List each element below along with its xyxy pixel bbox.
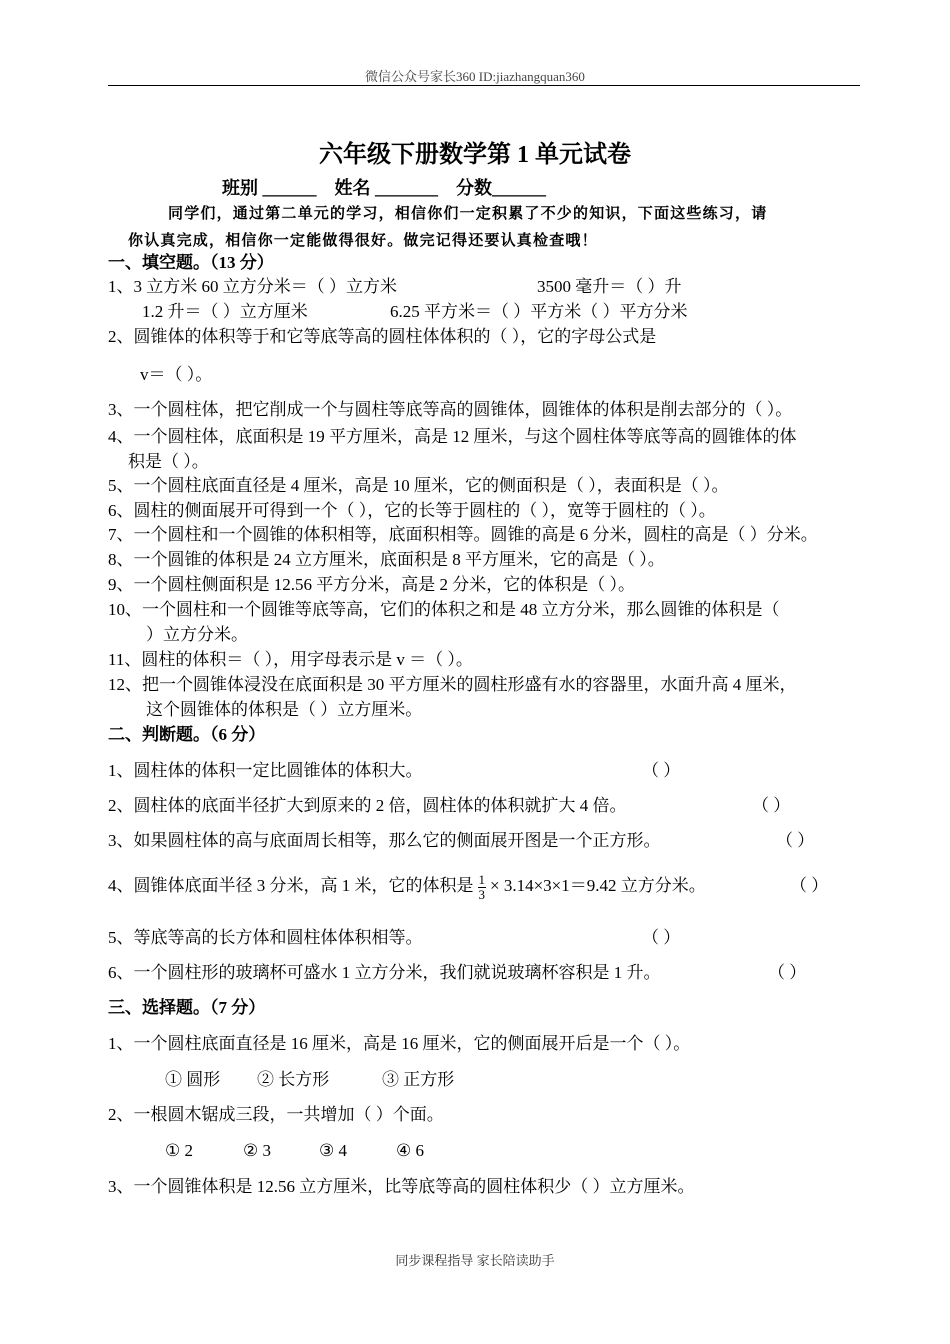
choice-question-1: 1、一个圆柱底面直径是 16 厘米，高是 16 厘米，它的侧面展开后是一个（ ）。	[108, 1034, 691, 1053]
choice-1-option-2[interactable]: ② 长方形	[257, 1070, 330, 1089]
judge-item-5: 5、等底等高的长方体和圆柱体体积相等。	[108, 928, 423, 947]
question-8: 8、一个圆锥的体积是 24 立方厘米，底面积是 8 平方厘米，它的高是（ ）。	[108, 550, 665, 569]
question-12-line-1: 12、把一个圆锥体浸没在底面积是 30 平方厘米的圆柱形盛有水的容器里，水面升高 4 厘米，	[108, 675, 797, 694]
page-footer: 同步课程指导 家长陪读助手	[395, 1253, 555, 1268]
choice-2-option-2[interactable]: ② 3	[243, 1141, 271, 1160]
question-1-part-d: 6.25 平方米＝（ ）平方米（ ）平方分米	[390, 302, 688, 321]
intro-line-1: 同学们，通过第二单元的学习，相信你们一定积累了不少的知识，下面这些练习，请	[168, 204, 768, 222]
question-3: 3、一个圆柱体，把它削成一个与圆柱等底等高的圆锥体，圆锥体的体积是削去部分的（ ）。	[108, 400, 793, 419]
student-info-line: 班别 ______ 姓名 _______ 分数______	[222, 178, 546, 198]
header-note: 微信公众号家长360 ID:jiazhangquan360	[365, 69, 585, 84]
question-2-line-1: 2、圆锥体的体积等于和它等底等高的圆柱体体积的（ ），它的字母公式是	[108, 327, 657, 346]
judge-item-2-answer[interactable]: （ ）	[752, 796, 791, 815]
question-1-part-a: 1、3 立方米 60 立方分米＝（ ）立方米	[108, 277, 397, 296]
judge-item-1: 1、圆柱体的体积一定比圆锥体的体积大。	[108, 761, 423, 780]
question-7: 7、一个圆柱和一个圆锥的体积相等，底面积相等。圆锥的高是 6 分米，圆柱的高是（ ）分米。	[108, 525, 818, 544]
page-title: 六年级下册数学第 1 单元试卷	[319, 142, 631, 168]
choice-1-option-1[interactable]: ① 圆形	[165, 1070, 221, 1089]
judge-item-1-answer[interactable]: （ ）	[642, 761, 681, 780]
section-2-heading: 二、判断题。（6 分）	[108, 725, 266, 744]
fraction-denominator: 3	[478, 886, 485, 902]
judge-item-3-answer[interactable]: （ ）	[776, 831, 815, 850]
header-divider	[108, 85, 860, 86]
choice-question-3: 3、一个圆锥体积是 12.56 立方厘米，比等底等高的圆柱体积少（ ）立方厘米。	[108, 1177, 695, 1196]
judge-item-4-text-after: × 3.14×3×1＝9.42 立方分米。	[490, 876, 706, 895]
section-1-heading: 一、填空题。（13 分）	[108, 253, 274, 272]
judge-item-4-text-before: 4、圆锥体底面半径 3 分米，高 1 米，它的体积是	[108, 876, 474, 895]
judge-item-6-answer[interactable]: （ ）	[768, 963, 807, 982]
judge-item-5-answer[interactable]: （ ）	[642, 928, 681, 947]
fraction-one-third	[478, 873, 487, 902]
choice-2-option-1[interactable]: ① 2	[165, 1141, 193, 1160]
question-9: 9、一个圆柱侧面积是 12.56 平方分米，高是 2 分米，它的体积是（ ）。	[108, 575, 635, 594]
intro-line-2: 你认真完成，相信你一定能做得很好。做完记得还要认真检查哦！	[128, 231, 598, 249]
question-12-line-2: 这个圆锥体的体积是（ ）立方厘米。	[146, 700, 423, 719]
question-4-line-2: 积是（ ）。	[128, 452, 209, 471]
question-11: 11、圆柱的体积＝（ ），用字母表示是 v ＝（ ）。	[108, 650, 473, 669]
question-10-line-2: ）立方分米。	[146, 625, 248, 644]
choice-question-2: 2、一根圆木锯成三段，一共增加（ ）个面。	[108, 1105, 444, 1124]
fraction-numerator: 1	[478, 871, 485, 887]
question-5: 5、一个圆柱底面直径是 4 厘米，高是 10 厘米，它的侧面积是（ ），表面积是（ ）。	[108, 476, 729, 495]
judge-item-4-answer[interactable]: （ ）	[790, 876, 829, 895]
section-3-heading: 三、选择题。（7 分）	[108, 998, 266, 1017]
judge-item-2: 2、圆柱体的底面半径扩大到原来的 2 倍，圆柱体的体积就扩大 4 倍。	[108, 796, 627, 815]
choice-2-option-3[interactable]: ③ 4	[319, 1141, 347, 1160]
choice-1-option-3[interactable]: ③ 正方形	[382, 1070, 455, 1089]
intro-paragraph	[128, 200, 863, 254]
question-1-part-c: 1.2 升＝（ ）立方厘米	[142, 302, 308, 321]
question-2-line-2: v＝（ ）。	[140, 365, 213, 384]
question-1-part-b: 3500 毫升＝（ ）升	[537, 277, 682, 296]
question-4-line-1: 4、一个圆柱体，底面积是 19 平方厘米，高是 12 厘米，与这个圆柱体等底等高的圆锥体的体	[108, 427, 797, 446]
judge-item-6: 6、一个圆柱形的玻璃杯可盛水 1 立方分米，我们就说玻璃杯容积是 1 升。	[108, 963, 661, 982]
question-6: 6、圆柱的侧面展开可得到一个（ ），它的长等于圆柱的（ ），宽等于圆柱的（ ）。	[108, 501, 716, 520]
judge-item-3: 3、如果圆柱体的高与底面周长相等，那么它的侧面展开图是一个正方形。	[108, 831, 661, 850]
judge-item-4	[108, 868, 706, 904]
question-10-line-1: 10、一个圆柱和一个圆锥等底等高，它们的体积之和是 48 立方分米，那么圆锥的体积是（	[108, 600, 780, 619]
choice-2-option-4[interactable]: ④ 6	[396, 1141, 424, 1160]
